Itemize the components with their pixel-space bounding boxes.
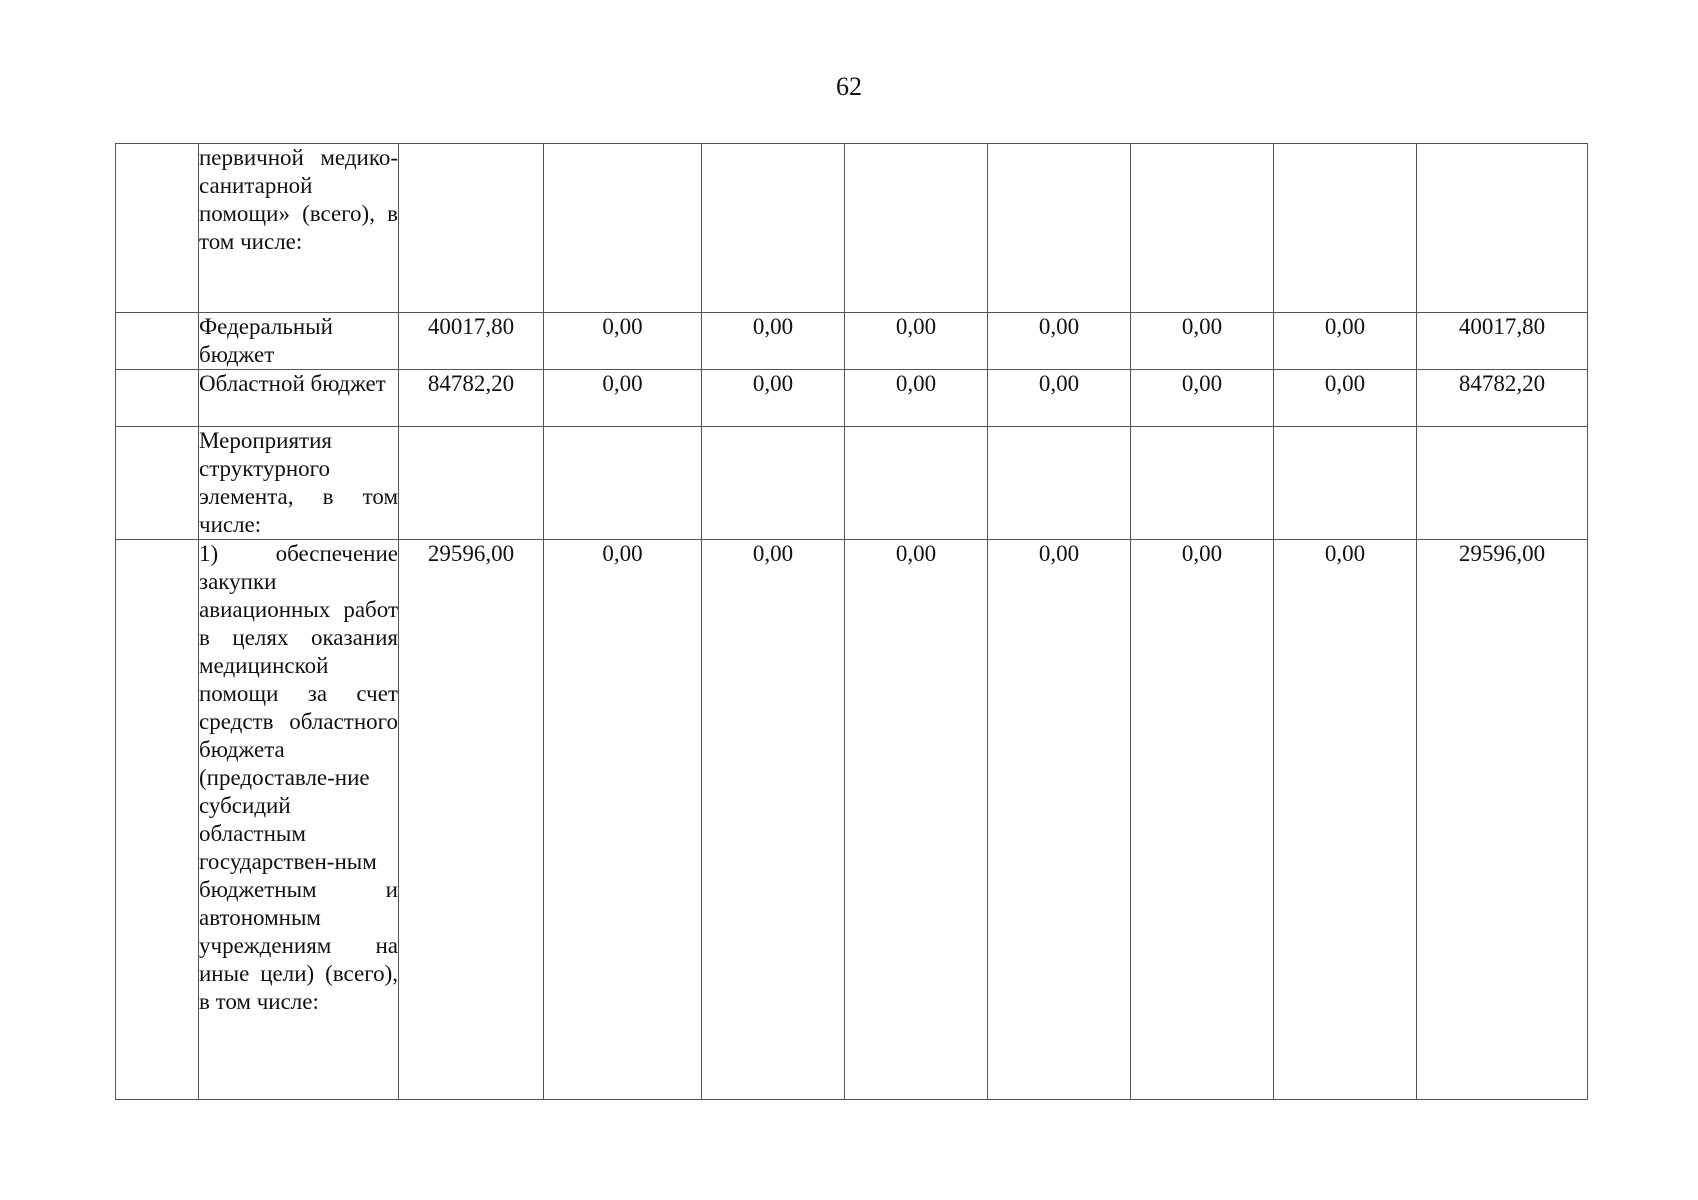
value-cell: 0,00: [544, 313, 702, 370]
value-cell: 0,00: [1131, 370, 1274, 427]
total-cell: 40017,80: [1417, 313, 1588, 370]
value-cell: [399, 427, 544, 540]
value-cell: [702, 144, 845, 313]
value-cell: [845, 144, 988, 313]
value-cell: 0,00: [1131, 540, 1274, 1100]
value-cell: [702, 427, 845, 540]
total-cell: [1417, 144, 1588, 313]
row-description: Мероприятия структурного элемента, в том числе:: [199, 427, 399, 540]
row-number-cell: [116, 144, 199, 313]
value-cell: [1131, 427, 1274, 540]
total-cell: 84782,20: [1417, 370, 1588, 427]
value-cell: 0,00: [988, 313, 1131, 370]
row-number-cell: [116, 313, 199, 370]
table-row: [116, 427, 1588, 540]
row-number-cell: [116, 427, 199, 540]
row-description: Федеральный бюджет: [199, 313, 399, 370]
value-cell: [544, 427, 702, 540]
value-cell: 40017,80: [399, 313, 544, 370]
value-cell: 0,00: [702, 370, 845, 427]
value-cell: [988, 144, 1131, 313]
value-cell: 0,00: [988, 370, 1131, 427]
value-cell: 0,00: [702, 313, 845, 370]
value-cell: 0,00: [845, 370, 988, 427]
row-number-cell: [116, 370, 199, 427]
table-row: [116, 144, 1588, 313]
value-cell: [1274, 144, 1417, 313]
value-cell: 0,00: [544, 370, 702, 427]
budget-table: [115, 143, 1588, 1100]
value-cell: [399, 144, 544, 313]
value-cell: 0,00: [544, 540, 702, 1100]
row-description: первичной медико-санитарной помощи» (всего), в том числе:: [199, 144, 399, 313]
value-cell: [1131, 144, 1274, 313]
row-number-cell: [116, 540, 199, 1100]
table-row: [116, 540, 1588, 1100]
value-cell: 0,00: [1131, 313, 1274, 370]
value-cell: 0,00: [845, 540, 988, 1100]
value-cell: 29596,00: [399, 540, 544, 1100]
value-cell: 0,00: [988, 540, 1131, 1100]
value-cell: [988, 427, 1131, 540]
row-description: 1) обеспечение закупки авиационных работ в целях оказания медицинской помощи за счет средств областного бюджета (предоставле-ние субсидий областным государствен-ным бюджетным и автономным учреждениям на иные цели) (всего), в том числе:: [199, 540, 399, 1100]
table-row: [116, 313, 1588, 370]
value-cell: 0,00: [1274, 313, 1417, 370]
value-cell: [845, 427, 988, 540]
page-number: 62: [836, 72, 862, 101]
total-cell: [1417, 427, 1588, 540]
value-cell: 0,00: [1274, 370, 1417, 427]
value-cell: [544, 144, 702, 313]
value-cell: 0,00: [1274, 540, 1417, 1100]
value-cell: 0,00: [702, 540, 845, 1100]
value-cell: 0,00: [845, 313, 988, 370]
value-cell: 84782,20: [399, 370, 544, 427]
value-cell: [1274, 427, 1417, 540]
table-row: [116, 370, 1588, 427]
total-cell: 29596,00: [1417, 540, 1588, 1100]
row-description: Областной бюджет: [199, 370, 399, 427]
